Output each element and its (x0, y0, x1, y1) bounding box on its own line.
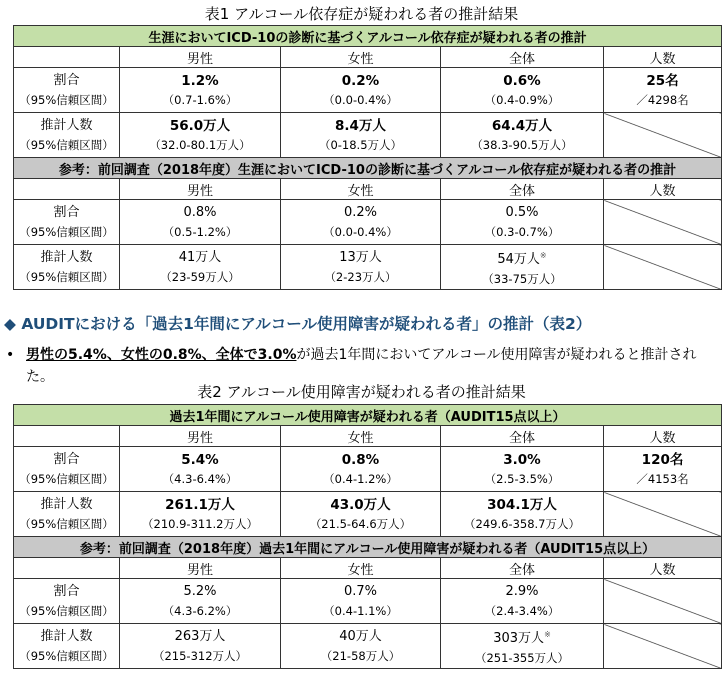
section-heading: ◆ AUDITにおける「過去1年間にアルコール使用障害が疑われる者」の推計（表2） (4, 315, 592, 333)
column-count: 人数 (604, 558, 722, 579)
diagonal-empty-cell (604, 245, 722, 290)
table1-ref-column-row (14, 179, 722, 200)
table2-column-row (14, 426, 722, 447)
table2-header: 過去1年間にアルコール使用障害が疑われる者（AUDIT15点以上） (14, 405, 722, 426)
table-row (14, 68, 722, 113)
column-total: 全体 (441, 47, 604, 68)
column-count: 人数 (604, 47, 722, 68)
column-female: 女性 (281, 47, 441, 68)
table-row (14, 200, 722, 245)
cell-female-estimate: 40万人 （21-58万人） (281, 624, 441, 669)
table-row (14, 245, 722, 290)
cell-female-rate: 0.2% （0.0-0.4%） (281, 200, 441, 245)
cell-female-rate: 0.8% （0.4-1.2%） (281, 447, 441, 492)
column-total: 全体 (441, 426, 604, 447)
cell-male-estimate: 263万人 （215-312万人） (120, 624, 281, 669)
column-count: 人数 (604, 426, 722, 447)
cell-male-estimate: 41万人 （23-59万人） (120, 245, 281, 290)
table-row (14, 113, 722, 158)
table2-ref-header: 参考：前回調査（2018年度）過去1年間にアルコール使用障害が疑われる者（AUDIT15点以上） (14, 537, 722, 558)
cell-female-estimate: 43.0万人 （21.5-64.6万人） (281, 492, 441, 537)
row-label: 推計人数 （95%信頼区間） (14, 492, 120, 537)
row-label: 割合 （95%信頼区間） (14, 447, 120, 492)
cell-total-estimate: 304.1万人 （249.6-358.7万人） (441, 492, 604, 537)
footnote-mark: ※ (544, 630, 551, 639)
cell-male-estimate: 261.1万人 （210.9-311.2万人） (120, 492, 281, 537)
table1-ref-header-row (14, 158, 722, 179)
cell-count: 120名 ／4153名 (604, 447, 722, 492)
table1-column-row (14, 47, 722, 68)
column-count: 人数 (604, 179, 722, 200)
cell-male-estimate: 56.0万人 （32.0-80.1万人） (120, 113, 281, 158)
table2-caption: 表2 アルコール使用障害が疑われる者の推計結果 (197, 383, 526, 401)
column-total: 全体 (441, 558, 604, 579)
cell-male-rate: 1.2% （0.7-1.6%） (120, 68, 281, 113)
cell-total-estimate: 54万人※ （33-75万人） (441, 245, 604, 290)
cell-female-rate: 0.2% （0.0-0.4%） (281, 68, 441, 113)
diagonal-empty-cell (604, 113, 722, 158)
empty-corner-cell (14, 426, 120, 447)
diagonal-empty-cell (604, 200, 722, 245)
cell-female-estimate: 8.4万人 （0-18.5万人） (281, 113, 441, 158)
empty-corner-cell (14, 558, 120, 579)
bullet-text (6, 344, 718, 388)
table1-ref-header: 参考：前回調査（2018年度）生涯においてICD-10の診断に基づくアルコール依存症が疑われる者の推計 (14, 158, 722, 179)
cell-male-rate: 0.8% （0.5-1.2%） (120, 200, 281, 245)
cell-total-rate: 2.9% （2.4-3.4%） (441, 579, 604, 624)
table2-ref-column-row (14, 558, 722, 579)
cell-male-rate: 5.2% （4.3-6.2%） (120, 579, 281, 624)
diagonal-empty-cell (604, 579, 722, 624)
bullet-rest: が過去1年間においてアルコール使用障害が疑われると推計された。 (26, 347, 697, 385)
empty-corner-cell (14, 179, 120, 200)
bullet-highlight: 男性の5.4%、女性の0.8%、全体で3.0% (26, 347, 297, 363)
bullet-mark: • (6, 347, 15, 363)
table-row (14, 492, 722, 537)
cell-total-rate: 3.0% （2.5-3.5%） (441, 447, 604, 492)
row-label: 推計人数 （95%信頼区間） (14, 624, 120, 669)
column-female: 女性 (281, 426, 441, 447)
table2-ref-header-row (14, 537, 722, 558)
row-label: 推計人数 （95%信頼区間） (14, 245, 120, 290)
cell-female-rate: 0.7% （0.4-1.1%） (281, 579, 441, 624)
cell-count: 25名 ／4298名 (604, 68, 722, 113)
column-male: 男性 (120, 426, 281, 447)
footnote-mark: ※ (539, 251, 547, 260)
cell-total-rate: 0.5% （0.3-0.7%） (441, 200, 604, 245)
column-female: 女性 (281, 179, 441, 200)
cell-total-rate: 0.6% （0.4-0.9%） (441, 68, 604, 113)
diagonal-empty-cell (604, 624, 722, 669)
table2 (13, 404, 722, 669)
column-female: 女性 (281, 558, 441, 579)
row-label: 割合 （95%信頼区間） (14, 200, 120, 245)
cell-male-rate: 5.4% （4.3-6.4%） (120, 447, 281, 492)
column-total: 全体 (441, 179, 604, 200)
row-label: 割合 （95%信頼区間） (14, 68, 120, 113)
empty-corner-cell (14, 47, 120, 68)
row-label: 割合 （95%信頼区間） (14, 579, 120, 624)
table2-header-row (14, 405, 722, 426)
column-male: 男性 (120, 47, 281, 68)
table1 (13, 25, 722, 290)
diagonal-empty-cell (604, 492, 722, 537)
table-row (14, 447, 722, 492)
cell-total-estimate: 303万人※ （251-355万人） (441, 624, 604, 669)
cell-total-estimate: 64.4万人 （38.3-90.5万人） (441, 113, 604, 158)
table-row (14, 624, 722, 669)
table1-header-row (14, 26, 722, 47)
column-male: 男性 (120, 179, 281, 200)
table-row (14, 579, 722, 624)
row-label: 推計人数 （95%信頼区間） (14, 113, 120, 158)
column-male: 男性 (120, 558, 281, 579)
table1-caption: 表1 アルコール依存症が疑われる者の推計結果 (204, 5, 519, 23)
table1-header: 生涯においてICD-10の診断に基づくアルコール依存症が疑われる者の推計 (14, 26, 722, 47)
cell-female-estimate: 13万人 （2-23万人） (281, 245, 441, 290)
